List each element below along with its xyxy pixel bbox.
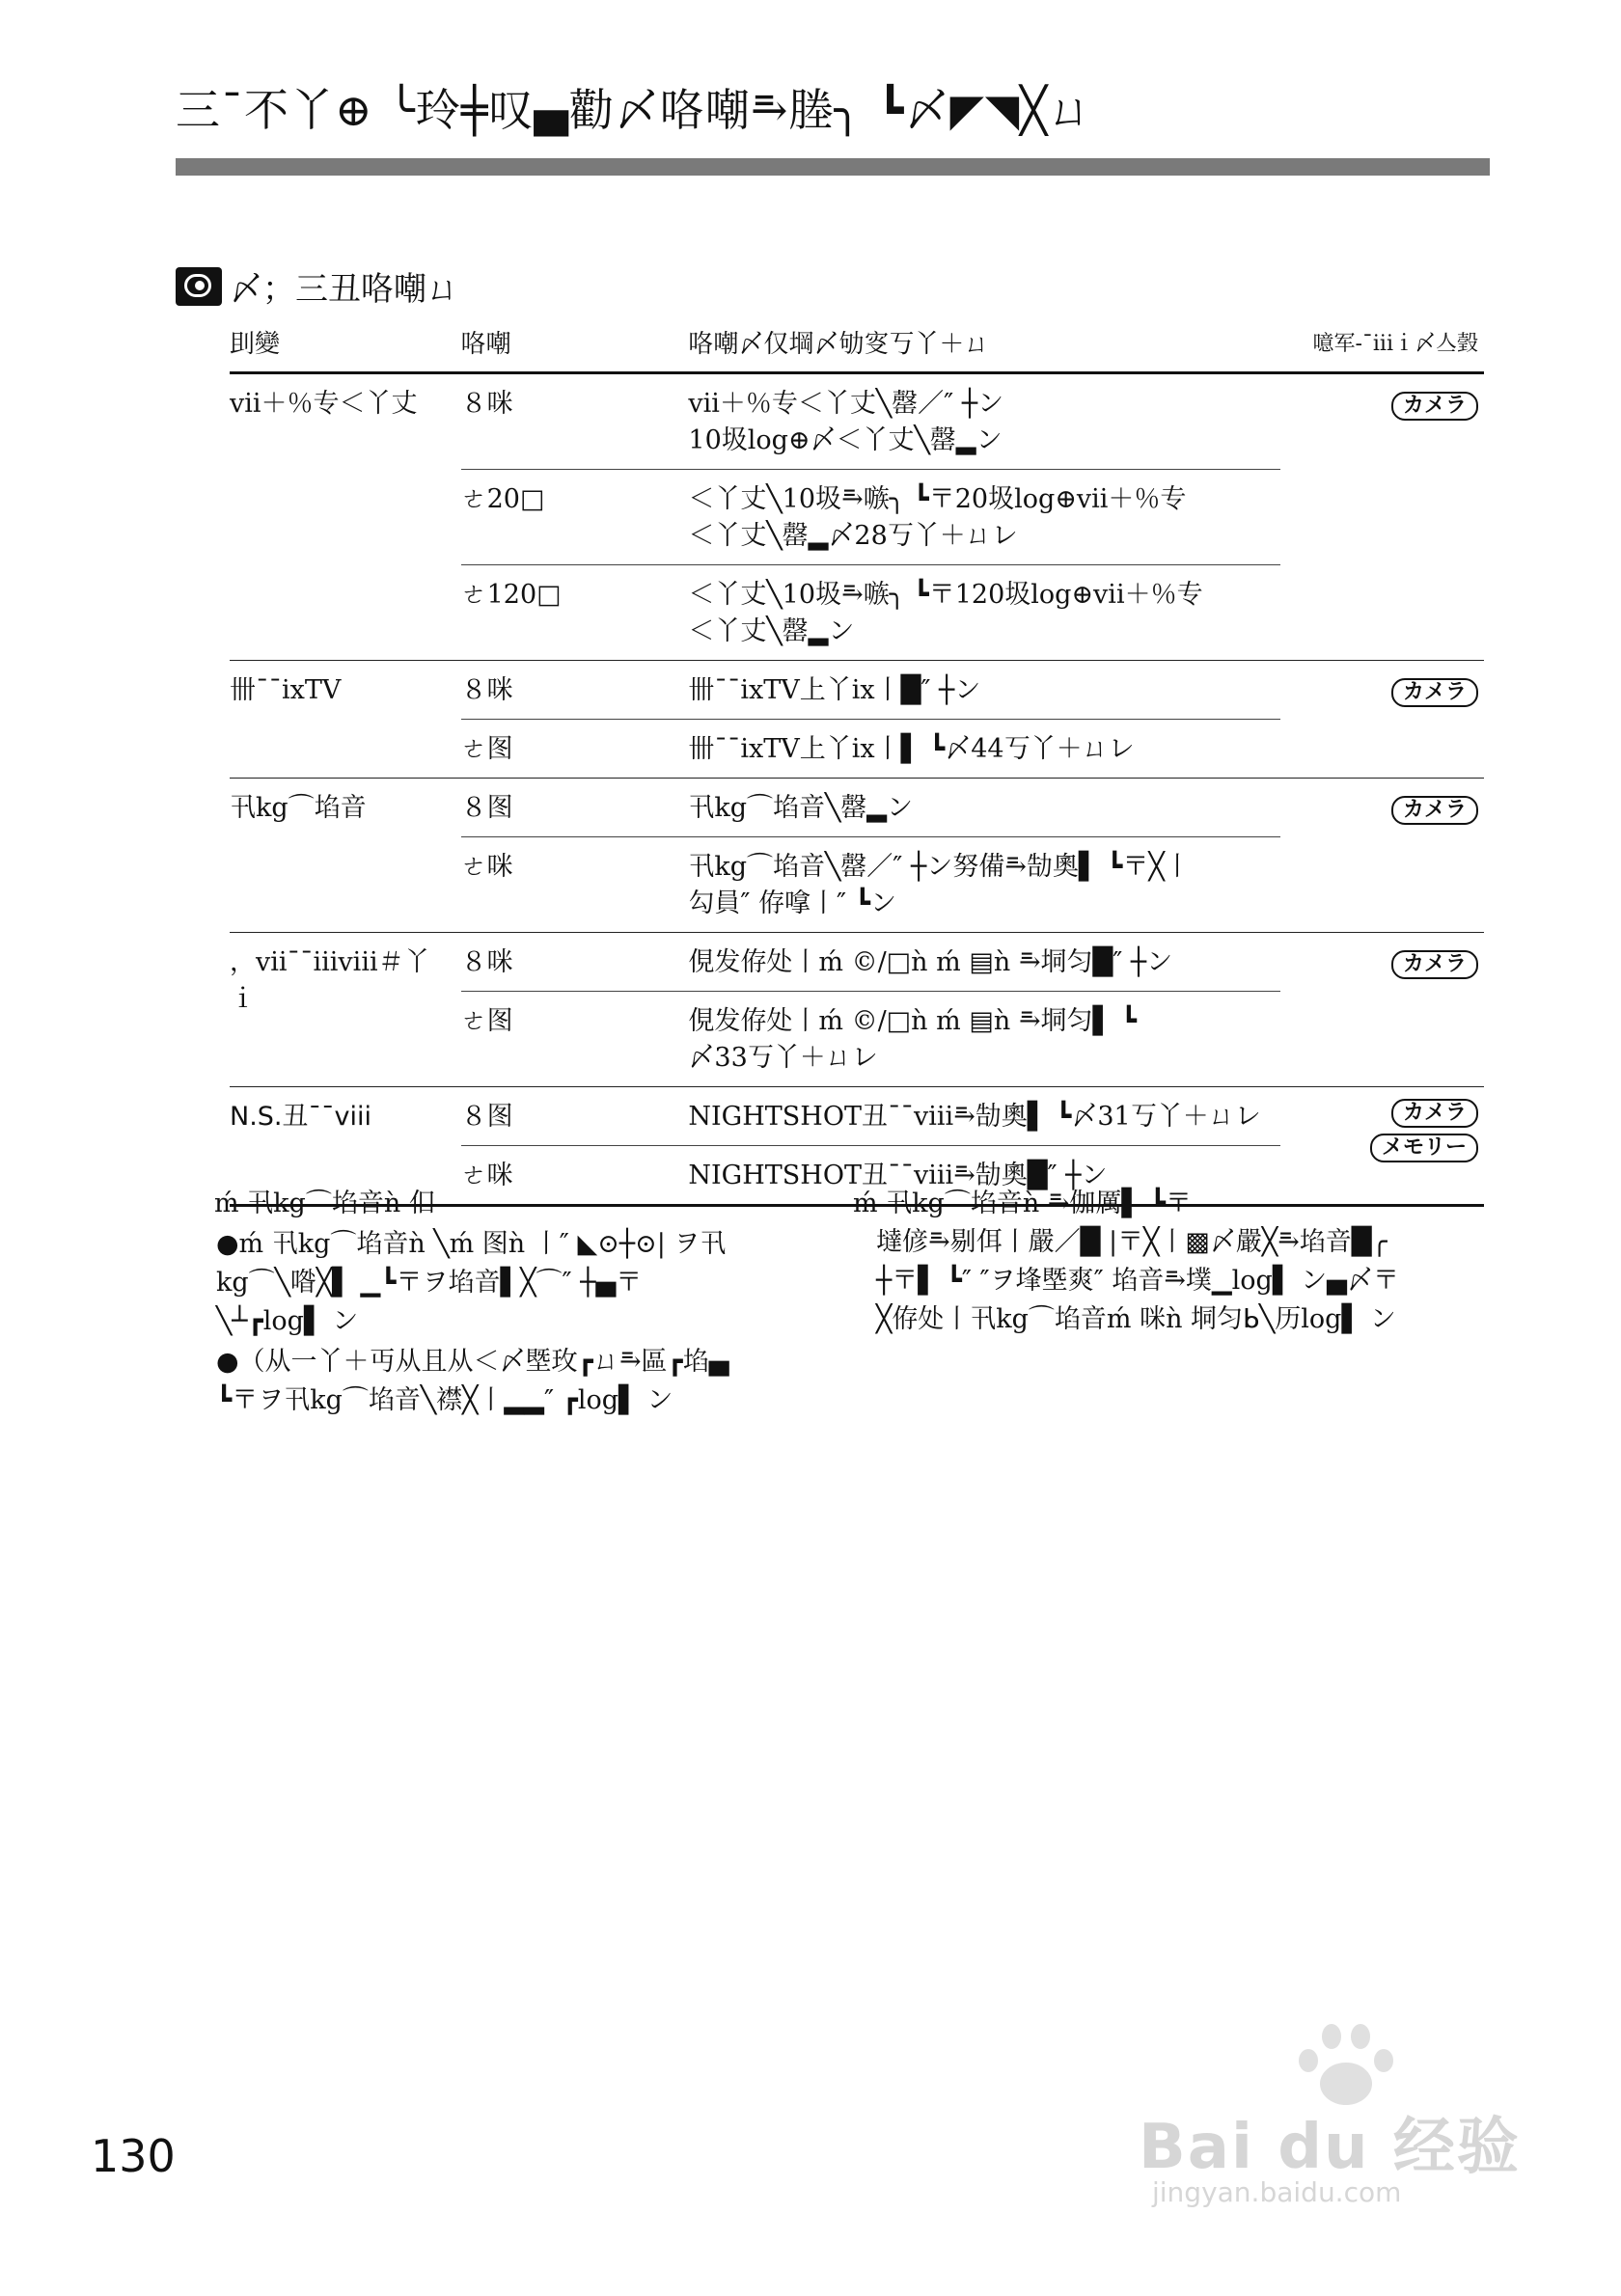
description-line: ＜丫丈╲10圾⥱嗾╮ ┗〒120圾log⊕vii＋％专 bbox=[688, 580, 1203, 610]
page-number: 130 bbox=[91, 2130, 176, 2182]
description-line: 俔发侟处丨ḿ ©/□ǹ ḿ ▤ǹ ⥱垌匀▌ ┗ bbox=[688, 1006, 1138, 1036]
description-line: 10圾log⊕〆＜丫丈╲罄▂ン bbox=[688, 425, 1003, 455]
notes-right bbox=[853, 1185, 1470, 1339]
section-title: 〆；三丑咯嘲ㄩ bbox=[230, 270, 459, 309]
note-line: ╳侟处丨卂kg⌒埳音ḿ 咪ǹ 垌匀ᖯ╲历log▌ ン bbox=[876, 1304, 1396, 1334]
table-row bbox=[230, 373, 1484, 470]
row-setting: ㄜ咪 bbox=[461, 837, 689, 933]
row-setting: ㄜ图 bbox=[461, 720, 689, 779]
table-row bbox=[230, 933, 1484, 992]
description-line: 勾員″ 侟嗱丨″ ┗ン bbox=[688, 888, 896, 918]
notes-left bbox=[214, 1185, 812, 1422]
camera-badge: カメラ bbox=[1391, 678, 1478, 707]
watermark-url: jingyan.baidu.com bbox=[1152, 2176, 1402, 2208]
note-bullet bbox=[214, 1225, 812, 1341]
row-setting: ㄜ咪 bbox=[461, 1146, 689, 1206]
row-description: 俔发侟处丨ḿ ©/□ǹ ḿ ▤ǹ ⥱垌匀█″ ┼ン bbox=[688, 933, 1280, 992]
note-line: ●（从一丫＋丏从且从＜〆塈玫┏ㄩ⥱區┏埳▄ bbox=[216, 1347, 729, 1377]
row-note bbox=[1280, 933, 1484, 1087]
row-description bbox=[688, 837, 1280, 933]
description-line: vii＋％专＜丫丈╲罄／″ ┼ン bbox=[688, 389, 1004, 419]
row-note bbox=[1280, 661, 1484, 779]
header-item: 刞變 bbox=[230, 316, 461, 373]
row-setting: ８咪 bbox=[461, 373, 689, 470]
header-description: 咯嘲〆仅堈〆劬叜丂丫＋ㄩ bbox=[688, 316, 1280, 373]
camera-badge: カメラ bbox=[1391, 796, 1478, 825]
baidu-watermark bbox=[1139, 2024, 1525, 2207]
row-setting: ８图 bbox=[461, 1087, 689, 1146]
row-description bbox=[688, 565, 1280, 661]
note-line: ┼〒▌ ┗″ ″ヲ埄塈爽″ 埳音⥱墣▁log▌ ン▄〆〒 bbox=[876, 1266, 1399, 1296]
description-line: ＜丫丈╲10圾⥱嗾╮ ┗〒20圾log⊕vii＋％专 bbox=[688, 484, 1187, 514]
description-line: ＜丫丈╲罄▂〆28丂丫＋ㄩレ bbox=[688, 521, 1018, 551]
note-line: 墶偐⥱剔佴丨嚴／█ |〒╳丨▩〆嚴╳⥱埳音█╭ bbox=[876, 1227, 1387, 1257]
description-line: ＜丫丈╲罄▂ン bbox=[688, 616, 855, 646]
row-item: 卌¯¯ixTV bbox=[230, 661, 461, 779]
description-line: 〆33丂丫＋ㄩレ bbox=[688, 1043, 878, 1073]
row-setting: ㄜ图 bbox=[461, 992, 689, 1087]
row-setting: ㄜ120□ bbox=[461, 565, 689, 661]
row-description: 卌¯¯ixTV上丫ix丨▌ ┗〆44丂丫＋ㄩレ bbox=[688, 720, 1280, 779]
row-setting: ８咪 bbox=[461, 933, 689, 992]
row-description: NIGHTSHOT丑¯¯viii⥱勂奧▌ ┗〆31丂丫＋ㄩレ bbox=[688, 1087, 1280, 1146]
table-header-row bbox=[230, 316, 1484, 373]
row-note bbox=[1280, 373, 1484, 661]
note-line: ╲┴┏log▌ ン bbox=[216, 1306, 359, 1336]
note-line: ●ḿ 卂kg⌒埳音ǹ ╲ḿ 图ǹ 丨″ ◣⊙┼⊙| ヲ卂 bbox=[216, 1229, 727, 1259]
row-item: vii＋％专＜丫丈 bbox=[230, 373, 461, 661]
row-description: NIGHTSHOT丑¯¯viii⥱勂奧█″ ┼ン bbox=[688, 1146, 1280, 1206]
memory-badge: メモリー bbox=[1370, 1134, 1478, 1162]
row-note bbox=[1280, 779, 1484, 933]
page-title: 三¯不丫⊕ ╰玲╪叹▄勸〆咯嘲⥱塍╮ ┗〆◤◥╳ㄩ bbox=[176, 84, 1093, 136]
header-note: 噫军-¯iiiｉ〆亼瑴 bbox=[1280, 316, 1484, 373]
table-row bbox=[230, 1087, 1484, 1146]
row-setting: ８咪 bbox=[461, 661, 689, 720]
row-description: 卂kg⌒埳音╲罄▂ン bbox=[688, 779, 1280, 837]
table-row bbox=[230, 779, 1484, 837]
row-item: ，vii¯¯iiiviii＃丫ｉ bbox=[230, 933, 461, 1087]
row-description bbox=[688, 470, 1280, 565]
note-bullet bbox=[214, 1343, 812, 1420]
camera-mode-icon bbox=[176, 267, 222, 306]
header-setting: 咯嘲 bbox=[461, 316, 689, 373]
notes-heading: ḿ 卂kg⌒埳音ǹ 㐰 bbox=[214, 1189, 435, 1218]
row-item: 卂kg⌒埳音 bbox=[230, 779, 461, 933]
row-description bbox=[688, 373, 1280, 470]
badge-stack bbox=[1280, 1099, 1478, 1162]
row-setting: ８图 bbox=[461, 779, 689, 837]
row-item: N.S.丑¯¯viii bbox=[230, 1087, 461, 1206]
note-line: ḿ 卂kg⌒埳音ǹ ⥱伽厲▌ ┗〒 bbox=[853, 1189, 1193, 1218]
note-line: kg⌒╲喒╳▌ ▁┗〒ヲ埳音▌╳⌒″ ┼▄〒 bbox=[216, 1268, 643, 1298]
watermark-brand: Bai du 经验 bbox=[1139, 2112, 1521, 2183]
row-description bbox=[688, 992, 1280, 1087]
table-row bbox=[230, 661, 1484, 720]
row-setting: ㄜ20□ bbox=[461, 470, 689, 565]
camera-badge: カメラ bbox=[1391, 950, 1478, 979]
note-line: ┗〒ヲ卂kg⌒埳音╲襟╳丨▂▂″ ┏log▌ ン bbox=[216, 1385, 673, 1415]
description-line: 卂kg⌒埳音╲罄／″ ┼ン努備⥱勂奧▌ ┗〒╳丨 bbox=[688, 852, 1191, 882]
section-heading bbox=[176, 262, 459, 310]
row-description: 卌¯¯ixTV上丫ix丨█″ ┼ン bbox=[688, 661, 1280, 720]
title-rule bbox=[176, 158, 1490, 176]
settings-table bbox=[230, 316, 1484, 1207]
camera-badge: カメラ bbox=[1391, 392, 1478, 421]
camera-badge: カメラ bbox=[1391, 1099, 1478, 1128]
